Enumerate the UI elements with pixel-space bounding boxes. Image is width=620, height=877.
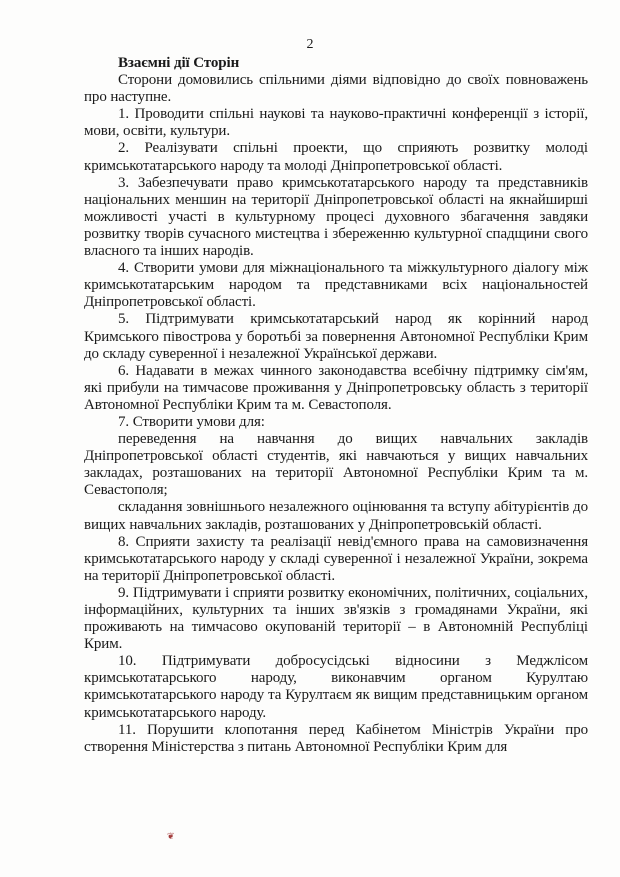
paragraph-item-7: 7. Створити умови для: xyxy=(118,413,265,430)
ink-mark: ❦ xyxy=(167,831,175,841)
paragraph-item-1: 1. Проводити спільні наукові та науково-практичні конференції з історії, мови, освіти, культури. xyxy=(84,106,588,140)
paragraph-item-7-sub-1: переведення на навчання до вищих навчальних закладів Дніпропетровської області студентів, які навчаються у вищих навчальних закладах, розташованих на території Автономної Республіки Крим та м. Севастополя; xyxy=(84,431,588,499)
document-body xyxy=(84,55,588,756)
page-number: 2 xyxy=(306,37,314,52)
intro-paragraph: Сторони домовились спільними діями відповідно до своїх повноважень про наступне. xyxy=(84,72,588,106)
paragraph-item-10: 10. Підтримувати добросусідські відносини з Меджлісом кримськотатарського народу, виконавчим органом Курултаю кримськотатарського народу та Курултаєм як вищим представницьким органом кримськотатарського народу. xyxy=(84,653,588,721)
paragraph-item-11: 11. Порушити клопотання перед Кабінетом Міністрів України про створення Міністерства з питань Автономної Республіки Крим для xyxy=(84,721,588,755)
section-heading: Взаємні дії Сторін xyxy=(118,55,240,71)
paragraph-item-4: 4. Створити умови для міжнаціонального та міжкультурного діалогу між кримськотатарським народом та представниками всіх національностей Дніпропетровської області. xyxy=(84,260,588,311)
paragraph-item-9: 9. Підтримувати і сприяти розвитку економічних, політичних, соціальних, інформаційних, культурних та інших зв'язків з громадянами України, які проживають на тимчасово окупованій території – в Автономній Республіці Крим. xyxy=(84,584,588,653)
paragraph-item-5: 5. Підтримувати кримськотатарський народ як корінний народ Кримського півострова у боротьбі за повернення Автономної Республіки Крим до складу суверенної і незалежної Української держави. xyxy=(84,311,588,362)
paragraph-item-6: 6. Надавати в межах чинного законодавства всебічну підтримку сім'ям, які прибули на тимчасове проживання у Дніпропетровську область з території Автономної Республіки Крим та м. Севастополя. xyxy=(84,362,588,413)
paragraph-item-7-sub-2: складання зовнішнього незалежного оцінювання та вступу абітурієнтів до вищих навчальних закладів, розташованих у Дніпропетровській області. xyxy=(84,499,588,533)
paragraph-item-8: 8. Сприяти захисту та реалізації невід'ємного права на самовизначення кримськотатарського народу у складі суверенної і незалежної України, зокрема на території Дніпропетровської області. xyxy=(84,533,588,584)
paragraph-item-3: 3. Забезпечувати право кримськотатарського народу та представників національних меншин на території Дніпропетровської області на якнайширші можливості участі в культурному процесі духовного збагачення завдяки розвитку творів сучасного мистецтва і збереженню культурної спадщини свого власного та інших народів. xyxy=(84,174,588,260)
paragraph-item-2: 2. Реалізувати спільні проекти, що сприяють розвитку молоді кримськотатарського народу та молоді Дніпропетровської області. xyxy=(84,140,588,174)
